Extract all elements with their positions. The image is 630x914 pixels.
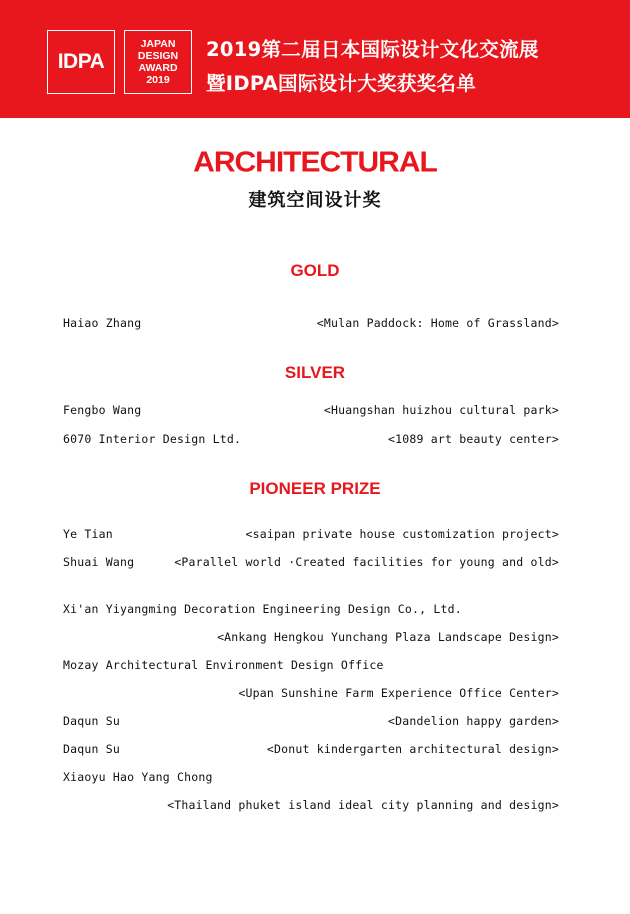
project-title: <Parallel world ·Created facilities for young and old> — [174, 555, 559, 569]
category-subtitle: 建筑空间设计奖 — [248, 190, 382, 211]
award-logo-line: DESIGN — [137, 50, 179, 62]
winner-name: Fengbo Wang — [63, 403, 142, 417]
idpa-logo — [47, 30, 115, 94]
category-title: ARCHITECTURAL — [193, 146, 437, 179]
winner-name: Ye Tian — [63, 527, 113, 541]
headline-line-1: 2019第二届日本国际设计文化交流展 — [206, 38, 539, 61]
pioneer-prize-heading: PIONEER PRIZE — [249, 479, 381, 498]
winner-name: Daqun Su — [63, 714, 120, 728]
gold-heading: GOLD — [290, 261, 340, 280]
project-title: <Upan Sunshine Farm Experience Office Center> — [238, 686, 559, 700]
project-title: <Mulan Paddock: Home of Grassland> — [316, 316, 559, 330]
winner-name: Shuai Wang — [63, 555, 135, 569]
winner-name: Mozay Architectural Environment Design Office — [63, 658, 384, 672]
winner-name: 6070 Interior Design Ltd. — [63, 432, 242, 446]
project-title: <saipan private house customization project> — [245, 527, 559, 541]
project-title: <Dandelion happy garden> — [388, 714, 559, 728]
winner-name: Haiao Zhang — [63, 316, 142, 330]
project-title: <Ankang Hengkou Yunchang Plaza Landscape Design> — [217, 630, 559, 644]
award-logo-line: JAPAN — [140, 38, 176, 50]
winner-name: Xiaoyu Hao Yang Chong — [63, 770, 213, 784]
award-logo-line: 2019 — [146, 74, 170, 86]
silver-heading: SILVER — [284, 363, 346, 382]
project-title: <1089 art beauty center> — [388, 432, 559, 446]
idpa-logo-text: IDPA — [57, 50, 105, 73]
award-logo-line: AWARD — [138, 62, 178, 74]
winner-name: Xi'an Yiyangming Decoration Engineering Design Co., Ltd. — [63, 602, 462, 616]
headline-line-2: 暨IDPA国际设计大奖获奖名单 — [206, 72, 477, 95]
project-title: <Huangshan huizhou cultural park> — [323, 403, 559, 417]
project-title: <Donut kindergarten architectural design> — [266, 742, 559, 756]
japan-design-award-logo — [124, 30, 192, 94]
project-title: <Thailand phuket island ideal city planning and design> — [167, 798, 559, 812]
header-banner — [0, 0, 630, 118]
winner-name: Daqun Su — [63, 742, 120, 756]
